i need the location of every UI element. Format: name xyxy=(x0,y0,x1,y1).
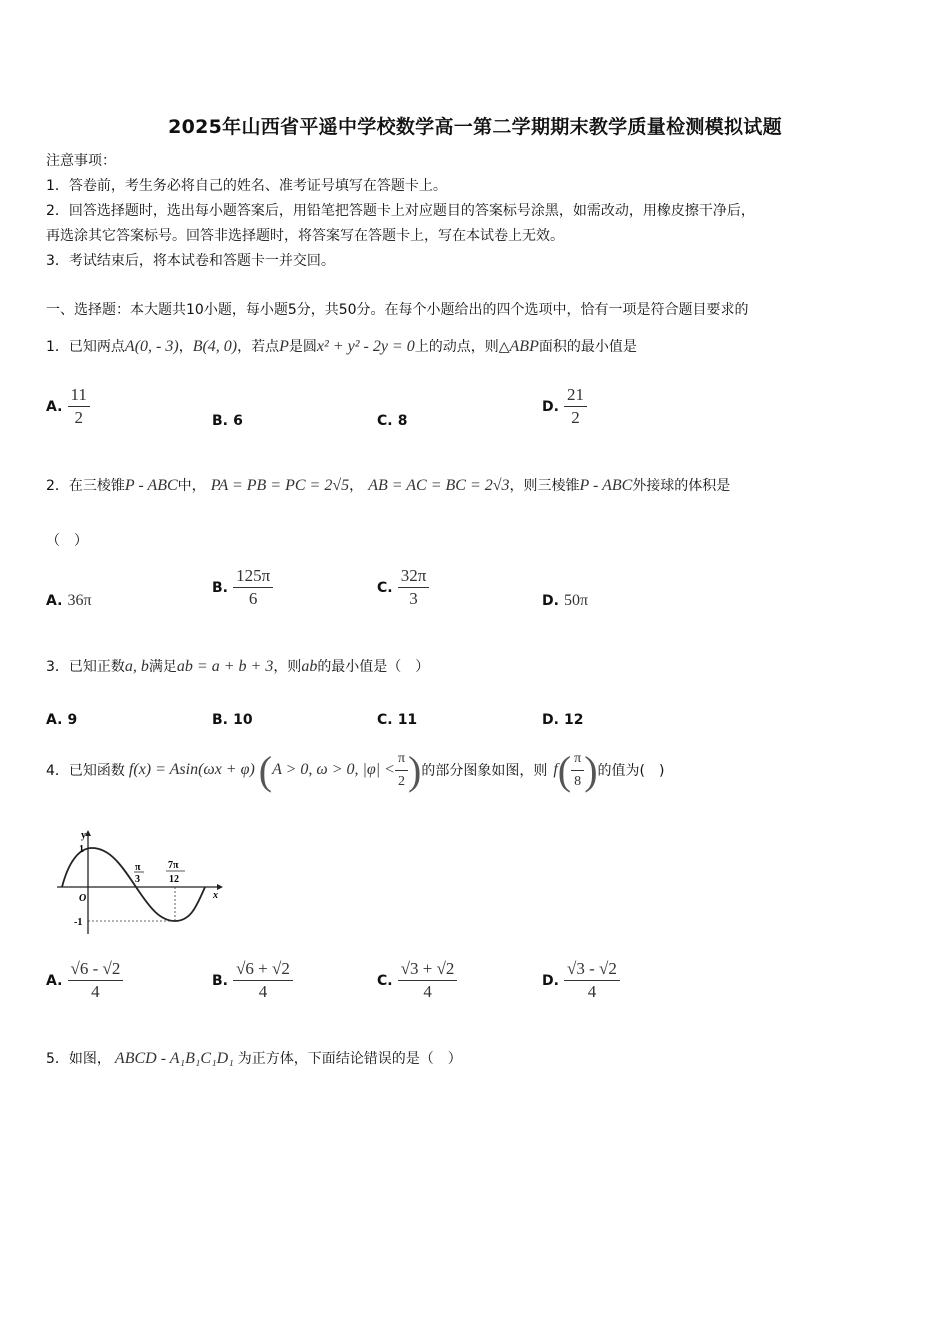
math-expr: AB = AC = BC = 2√3 xyxy=(368,477,510,494)
option-value: 10 xyxy=(233,712,253,728)
math-expr: A(0, - 3) xyxy=(124,338,179,355)
y-min-label: -1 xyxy=(74,917,83,928)
option-value: 8 xyxy=(397,413,408,429)
x-label: x xyxy=(213,890,218,901)
fraction: $\frac{32\pi}{3}$ xyxy=(398,565,430,610)
option-label: A. xyxy=(46,399,63,415)
option-label: D. xyxy=(542,712,559,728)
math-expr: ab = a + b + 3 xyxy=(176,658,274,675)
question-number: 4． xyxy=(46,763,69,779)
paren-open: ( xyxy=(258,747,273,793)
option-label: D. xyxy=(542,399,559,415)
question-text: ，则 xyxy=(273,659,302,675)
fraction: $\frac{125\pi}{6}$ xyxy=(233,565,273,610)
question-text: 如图， xyxy=(68,1051,111,1067)
notice-item: 3．考试结束后，将本试卷和答题卡一并交回。 xyxy=(46,253,335,269)
option-label: C. xyxy=(377,413,393,429)
question-4 xyxy=(46,742,664,798)
notice-item: 再选涂其它答案标号。回答非选择题时，将答案写在答题卡上，写在本试卷上无效。 xyxy=(46,228,564,244)
fraction: $\frac{√3 - √2}{4}$ xyxy=(564,958,620,1003)
question-text: 面积的最小值是 xyxy=(538,339,637,355)
math-expr: x² + y² - 2y = 0 xyxy=(316,338,415,355)
page-title: 2025年山西省平遥中学校数学高一第二学期期末教学质量检测模拟试题 xyxy=(168,116,782,138)
option-b[interactable] xyxy=(212,410,243,429)
paren-close: ) xyxy=(408,747,422,793)
tick-label: 3 xyxy=(135,874,140,885)
math-expr: B(4, 0) xyxy=(192,338,238,355)
question-number: 1． xyxy=(46,339,69,355)
fraction: $\frac{21}{2}$ xyxy=(564,384,587,429)
paren-open: ( xyxy=(557,747,572,793)
question-2 xyxy=(46,475,730,495)
answer-paren: （ ） xyxy=(46,533,88,549)
math-expr: P - ABC xyxy=(579,477,633,494)
question-text: 中， xyxy=(177,478,206,494)
option-c[interactable] xyxy=(377,410,407,429)
option-value: 11 xyxy=(397,712,418,728)
option-b[interactable] xyxy=(212,709,253,728)
question-text: 上的动点，则△ xyxy=(414,339,510,355)
option-a[interactable] xyxy=(46,384,90,429)
notice-item: 2．回答选择题时，选出每小题答案后，用铅笔把答题卡上对应题目的答案标号涂黑，如需改动，用橡皮擦干净后， xyxy=(46,203,755,219)
option-d[interactable] xyxy=(542,709,584,728)
question-text: 已知两点 xyxy=(68,339,125,355)
option-b[interactable] xyxy=(212,565,273,610)
question-number: 3． xyxy=(46,659,69,675)
option-label: C. xyxy=(377,712,393,728)
question-text: 的值为( ) xyxy=(597,763,665,779)
question-text: 在三棱锥 xyxy=(68,478,125,494)
question-text: 为正方体，下面结论错误的是（ ） xyxy=(237,1051,462,1067)
paren-close: ) xyxy=(584,747,598,793)
option-value: 36π xyxy=(67,592,92,609)
fraction: $\frac{√3 + √2}{4}$ xyxy=(398,958,458,1003)
math-expr: A > 0, ω > 0, |φ| < xyxy=(272,761,395,778)
option-d[interactable] xyxy=(542,384,587,429)
option-label: D. xyxy=(542,973,559,989)
math-expr: ABCD - A₁B₁C₁D₁ xyxy=(114,1050,234,1067)
question-3 xyxy=(46,656,429,676)
option-value: 9 xyxy=(67,712,78,728)
math-expr: P xyxy=(279,338,289,355)
option-label: A. xyxy=(46,712,63,728)
math-expr: P - ABC xyxy=(124,477,178,494)
option-d[interactable] xyxy=(542,590,588,610)
math-expr: PA = PB = PC = 2√5 xyxy=(210,477,350,494)
math-expr: ab xyxy=(301,658,318,675)
math-expr: f(x) = Asin(ωx + φ) xyxy=(128,761,255,778)
option-label: C. xyxy=(377,580,393,596)
option-label: A. xyxy=(46,973,63,989)
option-label: D. xyxy=(542,593,559,609)
sine-curve xyxy=(62,848,205,921)
question-text: ， xyxy=(178,339,193,355)
question-text: 的最小值是（ ） xyxy=(317,659,430,675)
option-label: A. xyxy=(46,593,63,609)
option-a[interactable] xyxy=(46,958,123,1003)
origin-label: O xyxy=(79,893,87,904)
question-text: 已知正数 xyxy=(68,659,125,675)
question-text: 满足 xyxy=(148,659,177,675)
math-expr: f xyxy=(553,761,558,778)
tick-label: 7π xyxy=(168,860,179,871)
question-text: ， xyxy=(349,478,364,494)
question-text: ，则三棱锥 xyxy=(509,478,580,494)
fraction: $\frac{\pi}{2}$ xyxy=(395,748,408,793)
option-label: B. xyxy=(212,580,228,596)
option-c[interactable] xyxy=(377,958,457,1003)
question-text: 已知函数 xyxy=(68,763,125,779)
fraction: $\frac{√6 - √2}{4}$ xyxy=(68,958,124,1003)
notice-item: 1．答卷前，考生务必将自己的姓名、准考证号填写在答题卡上。 xyxy=(46,178,447,194)
fraction: $\frac{11}{2}$ xyxy=(68,384,90,429)
function-graph xyxy=(52,826,232,941)
tick-label: 12 xyxy=(169,874,179,885)
option-b[interactable] xyxy=(212,958,293,1003)
question-text: ，若点 xyxy=(237,339,280,355)
option-a[interactable] xyxy=(46,709,77,728)
y-max-label: 1 xyxy=(79,844,84,855)
option-label: C. xyxy=(377,973,393,989)
option-value: 12 xyxy=(564,712,584,728)
section-heading: 一、选择题：本大题共10小题，每小题5分，共50分。在每个小题给出的四个选项中，恰有一项是符合题目要求的 xyxy=(46,302,749,318)
question-number: 2． xyxy=(46,478,69,494)
question-5 xyxy=(46,1048,462,1068)
fraction: $\frac{\pi}{8}$ xyxy=(571,748,584,793)
math-expr: a, b xyxy=(124,658,149,675)
tick-label: π xyxy=(135,862,141,873)
option-label: B. xyxy=(212,973,228,989)
option-value: 50π xyxy=(564,592,589,609)
option-a[interactable] xyxy=(46,590,92,610)
option-label: B. xyxy=(212,413,228,429)
y-label: y xyxy=(81,830,86,841)
question-1 xyxy=(46,336,637,356)
notice-heading: 注意事项： xyxy=(46,153,116,169)
option-c[interactable] xyxy=(377,565,429,610)
question-text: 的部分图象如图，则 xyxy=(421,763,548,779)
question-number: 5． xyxy=(46,1051,69,1067)
question-text: 是圆 xyxy=(288,339,317,355)
option-d[interactable] xyxy=(542,958,620,1003)
option-c[interactable] xyxy=(377,709,417,728)
option-label: B. xyxy=(212,712,228,728)
math-expr: ABP xyxy=(509,338,539,355)
question-text: 外接球的体积是 xyxy=(632,478,731,494)
option-value: 6 xyxy=(233,413,243,429)
fraction: $\frac{√6 + √2}{4}$ xyxy=(233,958,293,1003)
